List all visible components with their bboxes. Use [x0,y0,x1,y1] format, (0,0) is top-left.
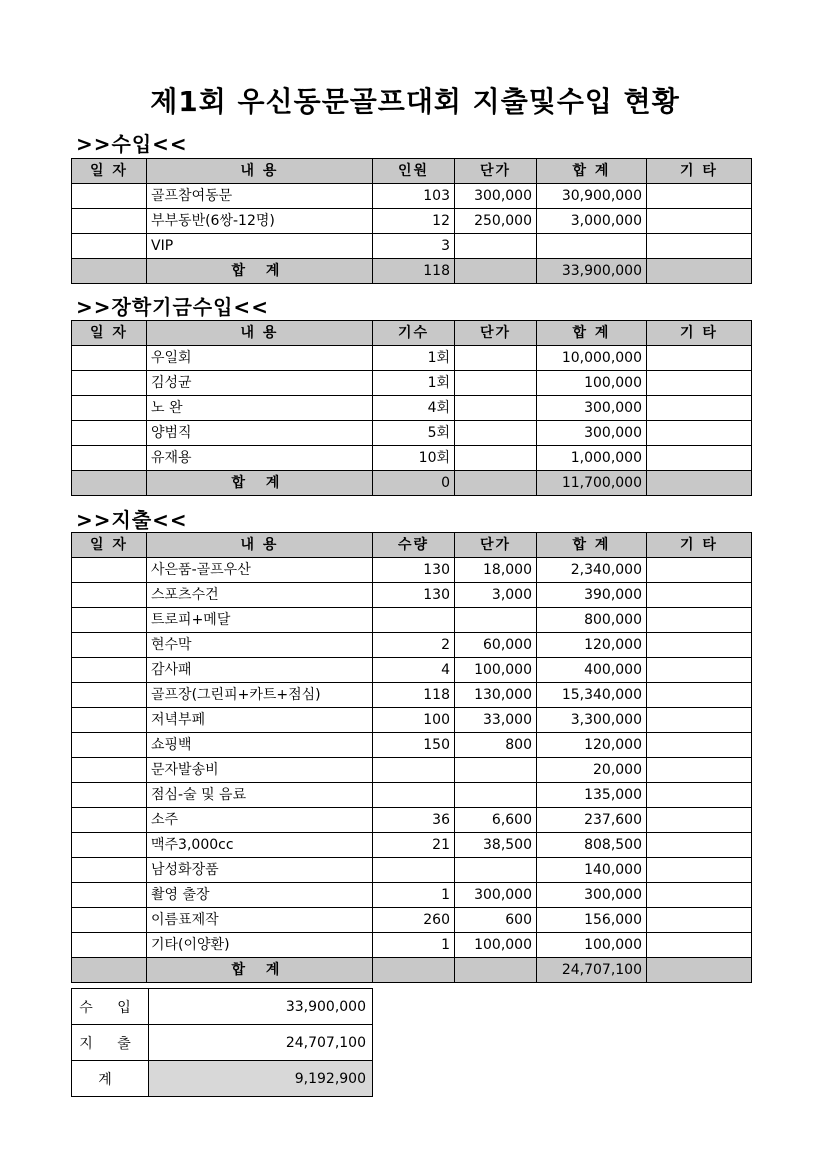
cell-total: 300,000 [537,421,647,446]
cell-total: 390,000 [537,583,647,608]
column-header: 합 계 [537,533,647,558]
cell-item: 트로피+메달 [147,608,373,633]
cell-total: 300,000 [537,396,647,421]
cell-total: 120,000 [537,633,647,658]
cell-total: 3,300,000 [537,708,647,733]
cell-price: 100,000 [455,933,537,958]
cell-price: 6,600 [455,808,537,833]
cell-qty: 5회 [373,421,455,446]
table-row [72,446,752,471]
column-header: 수량 [373,533,455,558]
cell-price: 33,000 [455,708,537,733]
cell-date [72,933,147,958]
table-header-row [72,321,752,346]
cell-date [72,421,147,446]
sum-label: 합 계 [147,958,373,983]
sum-total: 33,900,000 [537,259,647,284]
cell-total: 2,340,000 [537,558,647,583]
table-header-row [72,533,752,558]
sum-empty-cell [72,471,147,496]
cell-price: 100,000 [455,658,537,683]
sum-total: 24,707,100 [537,958,647,983]
cell-note [647,346,752,371]
sum-qty: 0 [373,471,455,496]
cell-item: 김성균 [147,371,373,396]
cell-price [455,608,537,633]
cell-date [72,346,147,371]
cell-note [647,209,752,234]
cell-total: 10,000,000 [537,346,647,371]
table-row [72,583,752,608]
cell-note [647,184,752,209]
cell-qty: 103 [373,184,455,209]
sum-empty-cell [647,259,752,284]
column-header: 단가 [455,159,537,184]
cell-qty: 10회 [373,446,455,471]
sum-row [72,471,752,496]
cell-item: 기타(이양환) [147,933,373,958]
summary-value: 24,707,100 [149,1025,373,1061]
cell-total: 140,000 [537,858,647,883]
summary-row-expense [72,1025,373,1061]
cell-item: 남성화장품 [147,858,373,883]
cell-item: 쇼핑백 [147,733,373,758]
page-title: 제1회 우신동문골프대회 지출및수입 현황 [150,85,680,118]
cell-qty: 118 [373,683,455,708]
cell-total: 100,000 [537,933,647,958]
column-header: 단가 [455,321,537,346]
summary-value: 9,192,900 [149,1061,373,1097]
cell-price: 38,500 [455,833,537,858]
table-row [72,883,752,908]
summary-label: 수 입 [72,989,149,1025]
cell-note [647,608,752,633]
cell-note [647,371,752,396]
cell-note [647,446,752,471]
sum-empty-cell [647,471,752,496]
cell-note [647,808,752,833]
cell-price: 60,000 [455,633,537,658]
sum-qty: 118 [373,259,455,284]
table-header-row [72,159,752,184]
cell-price: 3,000 [455,583,537,608]
column-header: 인원 [373,159,455,184]
cell-price: 300,000 [455,883,537,908]
cell-qty: 4회 [373,396,455,421]
cell-item: 저녁부페 [147,708,373,733]
table-row [72,371,752,396]
cell-note [647,883,752,908]
table-row [72,858,752,883]
cell-note [647,421,752,446]
cell-item: 부부동반(6쌍-12명) [147,209,373,234]
cell-note [647,708,752,733]
sum-row [72,259,752,284]
cell-qty: 150 [373,733,455,758]
cell-item: 사은품-골프우산 [147,558,373,583]
table-row [72,396,752,421]
expense-table [71,532,752,983]
scholarship-heading: >>장학기금수입<< [76,295,269,319]
cell-item: 맥주3,000cc [147,833,373,858]
table-row [72,933,752,958]
cell-note [647,583,752,608]
column-header: 단가 [455,533,537,558]
sum-row [72,958,752,983]
scholarship-table [71,320,752,496]
cell-item: 골프참여동문 [147,184,373,209]
cell-total: 300,000 [537,883,647,908]
cell-date [72,683,147,708]
cell-date [72,184,147,209]
column-header: 일 자 [72,533,147,558]
cell-date [72,633,147,658]
table-row [72,209,752,234]
cell-price [455,446,537,471]
column-header: 내 용 [147,159,373,184]
table-row [72,908,752,933]
column-header: 기 타 [647,159,752,184]
cell-qty: 21 [373,833,455,858]
cell-total: 156,000 [537,908,647,933]
summary-label: 지 출 [72,1025,149,1061]
cell-note [647,234,752,259]
sum-qty [373,958,455,983]
cell-qty: 1 [373,933,455,958]
cell-date [72,371,147,396]
cell-qty: 12 [373,209,455,234]
column-header: 합 계 [537,159,647,184]
cell-qty [373,608,455,633]
income-heading: >>수입<< [76,132,188,156]
cell-date [72,608,147,633]
cell-note [647,396,752,421]
cell-price: 18,000 [455,558,537,583]
cell-date [72,858,147,883]
cell-total: 30,900,000 [537,184,647,209]
table-row [72,758,752,783]
cell-total: 800,000 [537,608,647,633]
cell-qty: 4 [373,658,455,683]
cell-date [72,908,147,933]
cell-date [72,883,147,908]
table-row [72,708,752,733]
table-row [72,833,752,858]
cell-total [537,234,647,259]
cell-qty: 36 [373,808,455,833]
cell-note [647,833,752,858]
table-row [72,346,752,371]
cell-total: 237,600 [537,808,647,833]
column-header: 일 자 [72,159,147,184]
table-row [72,733,752,758]
cell-price [455,858,537,883]
cell-qty [373,858,455,883]
cell-item: 유재용 [147,446,373,471]
cell-price: 300,000 [455,184,537,209]
summary-label: 계 [72,1061,149,1097]
table-row [72,234,752,259]
cell-note [647,633,752,658]
cell-item: 노 완 [147,396,373,421]
cell-date [72,558,147,583]
table-row [72,558,752,583]
cell-qty: 130 [373,558,455,583]
table-row [72,421,752,446]
table-row [72,783,752,808]
cell-date [72,758,147,783]
cell-qty: 260 [373,908,455,933]
column-header: 기 타 [647,321,752,346]
cell-item: 소주 [147,808,373,833]
sum-label: 합 계 [147,471,373,496]
cell-date [72,783,147,808]
cell-total: 20,000 [537,758,647,783]
cell-qty: 2 [373,633,455,658]
cell-price: 600 [455,908,537,933]
cell-total: 15,340,000 [537,683,647,708]
cell-total: 808,500 [537,833,647,858]
cell-price [455,234,537,259]
table-row [72,184,752,209]
cell-date [72,583,147,608]
cell-price [455,783,537,808]
cell-item: 현수막 [147,633,373,658]
column-header: 합 계 [537,321,647,346]
cell-date [72,446,147,471]
sum-label: 합 계 [147,259,373,284]
sum-empty-cell [647,958,752,983]
table-row [72,658,752,683]
summary-table [71,988,373,1097]
cell-qty: 1회 [373,371,455,396]
income-table [71,158,752,284]
cell-date [72,209,147,234]
cell-total: 400,000 [537,658,647,683]
cell-price: 250,000 [455,209,537,234]
table-row [72,633,752,658]
cell-item: 골프장(그린피+카트+점심) [147,683,373,708]
cell-date [72,658,147,683]
cell-item: 이름표제작 [147,908,373,933]
sum-empty-cell [72,259,147,284]
cell-date [72,808,147,833]
table-row [72,608,752,633]
cell-total: 1,000,000 [537,446,647,471]
expense-heading: >>지출<< [76,508,188,532]
cell-qty [373,783,455,808]
cell-date [72,733,147,758]
cell-total: 135,000 [537,783,647,808]
cell-total: 3,000,000 [537,209,647,234]
cell-item: 점심-술 및 음료 [147,783,373,808]
cell-note [647,683,752,708]
summary-value: 33,900,000 [149,989,373,1025]
cell-note [647,658,752,683]
cell-qty: 1 [373,883,455,908]
cell-item: 우일회 [147,346,373,371]
cell-date [72,234,147,259]
column-header: 내 용 [147,533,373,558]
cell-qty: 3 [373,234,455,259]
column-header: 기 타 [647,533,752,558]
cell-item: 스포츠수건 [147,583,373,608]
cell-total: 120,000 [537,733,647,758]
cell-price [455,421,537,446]
cell-item: 감사패 [147,658,373,683]
cell-total: 100,000 [537,371,647,396]
cell-note [647,558,752,583]
table-row [72,683,752,708]
cell-note [647,858,752,883]
cell-qty: 100 [373,708,455,733]
sum-total: 11,700,000 [537,471,647,496]
sum-empty-cell [455,471,537,496]
cell-note [647,733,752,758]
cell-qty: 1회 [373,346,455,371]
cell-item: 양범직 [147,421,373,446]
cell-note [647,908,752,933]
cell-price: 800 [455,733,537,758]
summary-row-income [72,989,373,1025]
cell-item: VIP [147,234,373,259]
cell-note [647,783,752,808]
cell-price [455,371,537,396]
cell-price [455,758,537,783]
cell-item: 문자발송비 [147,758,373,783]
cell-price [455,396,537,421]
cell-date [72,833,147,858]
sum-empty-cell [72,958,147,983]
cell-date [72,396,147,421]
sum-empty-cell [455,259,537,284]
cell-note [647,933,752,958]
cell-price: 130,000 [455,683,537,708]
cell-note [647,758,752,783]
column-header: 기수 [373,321,455,346]
cell-item: 촬영 출장 [147,883,373,908]
cell-qty: 130 [373,583,455,608]
cell-qty [373,758,455,783]
summary-row-balance [72,1061,373,1097]
column-header: 일 자 [72,321,147,346]
table-row [72,808,752,833]
cell-date [72,708,147,733]
column-header: 내 용 [147,321,373,346]
sum-empty-cell [455,958,537,983]
cell-price [455,346,537,371]
